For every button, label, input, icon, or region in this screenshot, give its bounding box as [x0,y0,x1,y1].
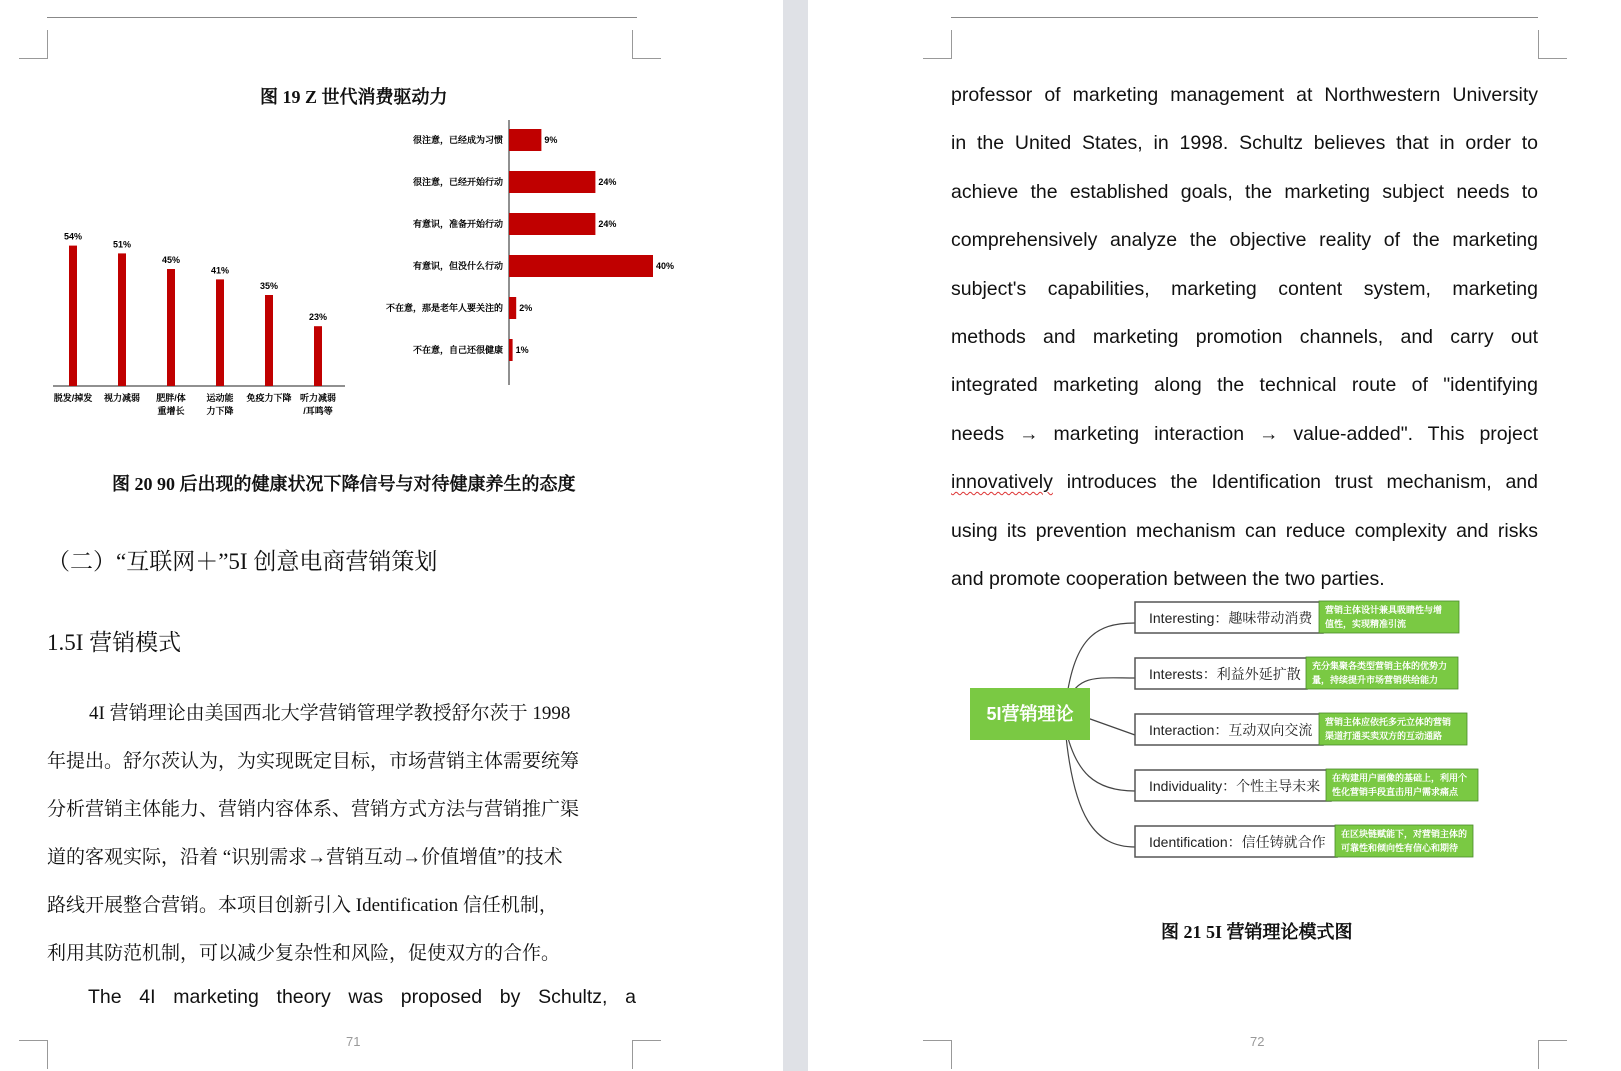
bar [509,171,595,193]
crop-mark [632,30,661,59]
bar [314,326,322,386]
section-heading: （二）“互联网＋”5I 创意电商营销策划 [47,549,438,574]
mindmap-branch-label: Individuality：个性主导未来 [1149,778,1321,794]
bar [509,129,541,151]
bar [265,295,273,386]
mindmap-note-text: 值性，实现精准引流 [1325,619,1407,629]
bar-value-label: 24% [598,219,617,229]
category-label: 很注意，已经开始行动 [412,177,503,187]
paragraph-line: comprehensively analyze the objective reality of the marketing [951,229,1538,252]
category-label: 听力减弱 [299,393,337,403]
paragraph-line [951,458,1538,506]
mindmap-note-text: 量，持续提升市场营销供给能力 [1312,675,1439,685]
bar [216,279,224,386]
mindmap-note-text: 渠道打通买卖双方的互动通路 [1325,731,1443,741]
bar [118,253,126,386]
category-label: /耳鸣等 [303,406,333,416]
bar-value-label: 1% [515,345,529,355]
paragraph-line: using its prevention mechanism can reduce complexity and risks [951,519,1538,542]
crop-mark [1538,1040,1567,1069]
crop-mark [19,1040,48,1069]
figure-19-caption: 图 19 Z 世代消费驱动力 [260,87,448,107]
paragraph-line: needs → marketing interaction → value-added". This project [951,422,1538,445]
subheading: 1.5I 营销模式 [47,630,182,655]
bar [509,255,653,277]
paragraph-line: 道的客观实际，沿着 “识别需求→营销互动→价值增值”的技术 [47,847,563,868]
category-label: 有意识，准备开始行动 [412,219,503,229]
mindmap-note-text: 营销主体应依托多元立体的营销 [1325,717,1452,727]
bar [509,213,595,235]
category-label: 重增长 [157,406,185,416]
bar [69,246,77,386]
paragraph-line: methods and marketing promotion channels, and carry out [951,325,1538,348]
mindmap-branch-label: Interaction：互动双向交流 [1149,722,1313,738]
bar-value-label: 40% [656,261,675,271]
mindmap-branch-label: Identification：信任铸就合作 [1149,834,1326,850]
bar-value-label: 23% [308,312,328,323]
page-number-left: 71 [346,1034,361,1049]
paragraph-line: 分析营销主体能力、营销内容体系、营销方式方法与营销推广渠 [47,799,580,820]
crop-mark [923,30,952,59]
bar-value-label: 41% [210,265,230,276]
figure-20-caption: 图 20 90 后出现的健康状况下降信号与对待健康养生的态度 [112,474,576,494]
paragraph-line: integrated marketing along the technical route of "identifying [951,374,1538,397]
mindmap-note-text: 营销主体设计兼具吸睛性与增 [1325,605,1443,615]
category-label: 不在意，那是老年人要关注的 [385,303,503,313]
bar-value-label: 9% [544,135,558,145]
header-rule-left [47,17,637,18]
paragraph-line: 利用其防范机制，可以减少复杂性和风险，促使双方的合作。 [47,943,561,964]
crop-mark [923,1040,952,1069]
5i-mindmap [965,598,1535,878]
mindmap-note-text: 性化营销手段直击用户需求痛点 [1332,787,1459,797]
page-gutter [783,0,808,1071]
bar-value-label: 45% [161,255,181,265]
english-paragraph [951,71,1538,603]
chart-horizontal-bars [385,120,695,390]
page-number-right: 72 [1250,1034,1265,1049]
crop-mark [19,30,48,59]
paragraph-line: 4I 营销理论由美国西北大学营销管理学教授舒尔茨于 1998 [89,703,571,724]
mindmap-note-text: 在构建用户画像的基础上，利用个 [1332,773,1468,783]
bar-value-label: 54% [63,231,83,242]
paragraph-line: subject's capabilities, marketing content system, marketing [951,277,1538,300]
english-paragraph-start: The 4I marketing theory was proposed by Schultz, a [88,986,636,1008]
bar-value-label: 24% [598,177,617,187]
bar [509,297,516,319]
line-rest: introduces the Identification trust mechanism, and [1066,471,1538,494]
bar-value-label: 51% [112,239,132,250]
category-label: 视力减弱 [103,393,141,403]
category-label: 肥胖/体 [156,393,186,403]
paragraph-line: achieve the established goals, the marketing subject needs to [951,180,1538,203]
category-label: 不在意，自己还很健康 [412,345,503,355]
mindmap-branch-label: Interesting：趣味带动消费 [1149,610,1313,626]
bar [167,269,175,386]
category-label: 免疫力下降 [246,393,292,403]
paragraph-line: professor of marketing management at Northwestern University [951,84,1538,106]
mindmap-note-text: 可靠性和倾向性有信心和期待 [1341,843,1459,853]
category-label: 很注意，已经成为习惯 [412,135,503,145]
paragraph-line: 年提出。舒尔茨认为，为实现既定目标，市场营销主体需要统筹 [47,751,580,772]
category-label: 脱发/掉发 [53,393,93,403]
mindmap-note-text: 在区块链赋能下，对营销主体的 [1341,829,1468,839]
crop-mark [632,1040,661,1069]
chart-vertical-bars [45,115,360,425]
chinese-paragraph [47,690,637,978]
category-label: 有意识，但没什么行动 [412,261,503,271]
paragraph-line: in the United States, in 1998. Schultz believes that in order to [951,132,1538,155]
spellcheck-word[interactable]: innovatively [951,471,1053,494]
header-rule-right [951,17,1538,18]
mindmap-root-label: 5I营销理论 [986,704,1074,724]
figure-21-caption: 图 21 5I 营销理论模式图 [1161,922,1353,942]
bar-value-label: 35% [259,281,279,291]
bar-value-label: 2% [519,303,533,313]
bar [509,339,513,361]
paragraph-line: and promote cooperation between the two parties. [951,567,1385,590]
mindmap-note-text: 充分集聚各类型营销主体的优势力 [1312,661,1448,671]
category-label: 运动能 [206,393,234,403]
paragraph-line: 路线开展整合营销。本项目创新引入 Identification 信任机制， [47,895,558,916]
crop-mark [1538,30,1567,59]
mindmap-branch-label: Interests：利益外延扩散 [1149,666,1301,682]
category-label: 力下降 [206,406,234,416]
